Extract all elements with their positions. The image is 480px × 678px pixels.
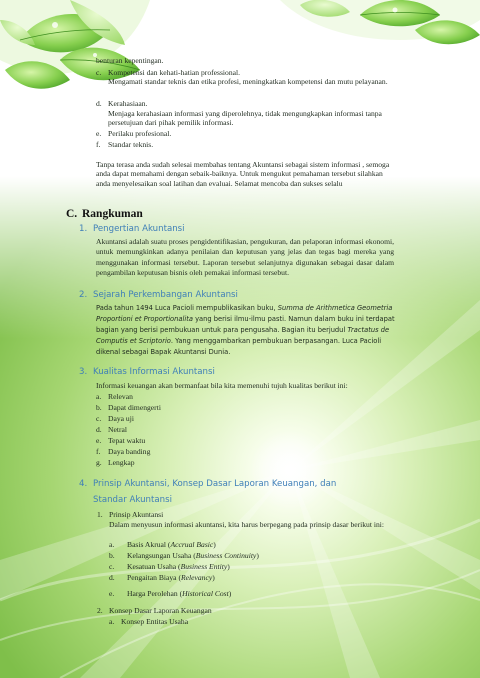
list-item: c. Kesatuan Usaha ( Business Entity ) [109,562,230,571]
subsection-marker: 1. [79,224,88,234]
list-item-text: Daya banding [108,447,151,456]
list-marker: c. [96,414,102,423]
section-marker: C. [66,208,78,220]
concept-name: Konsep Entitas Usaha [121,617,189,626]
history-text-1: Pada tahun 1494 Luca Pacioli mempublikasikan buku, [96,304,276,312]
numbered-item [97,606,212,615]
list-marker: g. [96,458,102,467]
list-marker: e. [96,129,102,138]
principle-english: Relevancy [181,573,213,582]
list-item: a. Basis Akrual ( Accrual Basic ) [109,540,216,549]
list-marker: e. [96,436,102,445]
numbered-item-intro: Dalam menyusun informasi akuntansi, kita harus berpegang pada prinsip dasar berikut ini: [109,520,384,529]
book-title: Summa de Arithmetica Geometria Proportioni et Proportionalita [96,304,393,323]
list-marker: d. [109,573,115,582]
list-item [96,447,150,456]
list-marker: a. [96,392,102,401]
principle-name: Kelangsungan Usaha [127,551,192,560]
history-text-2: yang berisi ilmu-ilmu pasti. Namun dalam buku ini terdapat bagian yang berisi pembukuan untuk para pengusaha. Bagian itu berjudul [96,315,395,334]
list-item-text: Daya uji [108,414,134,423]
principle-english: Business Entity [180,562,228,571]
list-item-text: Netral [108,425,127,434]
list-item-description: Mengamati standar teknis dan etika profesi, meningkatkan kompetensi dan mutu pelayanan. [108,77,388,86]
principle-name: Pengaitan Biaya [127,573,177,582]
principle-english: Historical Cost [182,589,229,598]
subsection-marker: 2. [79,290,88,300]
section-title: Rangkuman [82,208,143,220]
book-title: Tractatus de Computis et Scriptorio [96,326,390,345]
list-item: b. Kelangsungan Usaha ( Business Continuity ) [109,551,259,560]
subsection-body: Akuntansi adalah suatu proses pengidentifikasian, pengukuran, dan pelaporan informasi ekonomi, untuk memungkinkan adanya penilaian dan keputusan yang jelas dan tegas bagi mereka yang menggunakan informasi tersebut. Laporan tersebut selanjutnya digunakan sebagai dasar dalam pengambilan keputusan bisnis oleh pemakai informasi tersebut. [96,237,394,278]
list-item-text: Relevan [108,392,133,401]
list-item [96,425,127,434]
list-item [109,617,188,626]
list-marker: c. [109,562,115,571]
numbered-item-title: Konsep Dasar Laporan Keuangan [109,606,212,615]
subsection-marker: 3. [79,367,88,377]
list-marker: b. [96,403,102,412]
list-marker: e. [109,589,115,598]
list-item-title: Kompetensi dan kehati-hatian professional. [108,68,241,77]
list-item [96,458,135,467]
history-text-3: . Yang menggambarkan pembukuan berpasangan. Luca Pacioli dikenal sebagai Bapak Akuntansi Dunia. [96,337,382,356]
subsection-title-continued: Standar Akuntansi [93,495,172,505]
list-marker: d. [96,425,102,434]
subsection-title: Pengertian Akuntansi [93,224,185,234]
list-marker: b. [109,551,115,560]
list-item-text: Tepat waktu [108,436,146,445]
numbered-item-title: Prinsip Akuntansi [109,510,164,519]
list-item [96,129,171,138]
continuation-text: benturan kepentingan. [96,56,164,65]
list-item [96,392,133,401]
list-item: e. Harga Perolehan ( Historical Cost ) [109,589,232,598]
list-item-description: Menjaga kerahasiaan informasi yang diperolehnya, tidak mengungkapkan informasi tanpa persetujuan dari pihak pemilik informasi. [108,109,382,128]
list-marker: c. [96,68,102,77]
list-marker: a. [109,617,115,626]
list-marker: f. [96,140,101,149]
list-item-title: Perilaku profesional. [108,129,172,138]
list-item [96,99,147,108]
list-item [96,436,145,445]
principle-name: Kesatuan Usaha [127,562,177,571]
continuation-line [96,56,163,65]
principle-english: Accrual Basic [170,540,214,549]
intro-text: Informasi keuangan akan bermanfaat bila kita memenuhi tujuh kualitas berikut ini: [96,381,348,390]
subsection-marker: 4. [79,479,88,489]
subsection-body [96,303,396,358]
list-item [96,68,240,77]
list-marker: d. [96,99,102,108]
list-marker: a. [109,540,115,549]
principle-english: Business Continuity [195,551,257,560]
list-item-text: Lengkap [108,458,135,467]
subsection-intro [96,381,348,390]
principle-name: Basis Akrual [127,540,167,549]
numbered-item [97,510,163,519]
subsection-title: Prinsip Akuntansi, Konsep Dasar Laporan Keuangan, dan [93,479,337,489]
principle-name: Harga Perolehan [127,589,178,598]
list-item: d. Pengaitan Biaya ( Relevancy ) [109,573,215,582]
subsection-title: Kualitas Informasi Akuntansi [93,367,215,377]
list-item [96,140,153,149]
list-item-title: Standar teknis. [108,140,154,149]
list-item-title: Kerahasiaan. [108,99,148,108]
list-item-text: Dapat dimengerti [108,403,161,412]
closing-paragraph: Tanpa terasa anda sudah selesai membahas tentang Akuntansi sebagai sistem informasi , semoga anda dapat memahami dengan sebaik-baiknya. Untuk mengukut pemahaman tersebut silahkan anda menyelesaikan soal latihan dan evaluai. Selamat mencoba dan sukses selalu [96,160,390,188]
subsection-title: Sejarah Perkembangan Akuntansi [93,290,238,300]
list-marker: 1. [97,510,103,519]
list-marker: f. [96,447,101,456]
list-marker: 2. [97,606,103,615]
list-item [96,403,161,412]
list-item [96,414,134,423]
